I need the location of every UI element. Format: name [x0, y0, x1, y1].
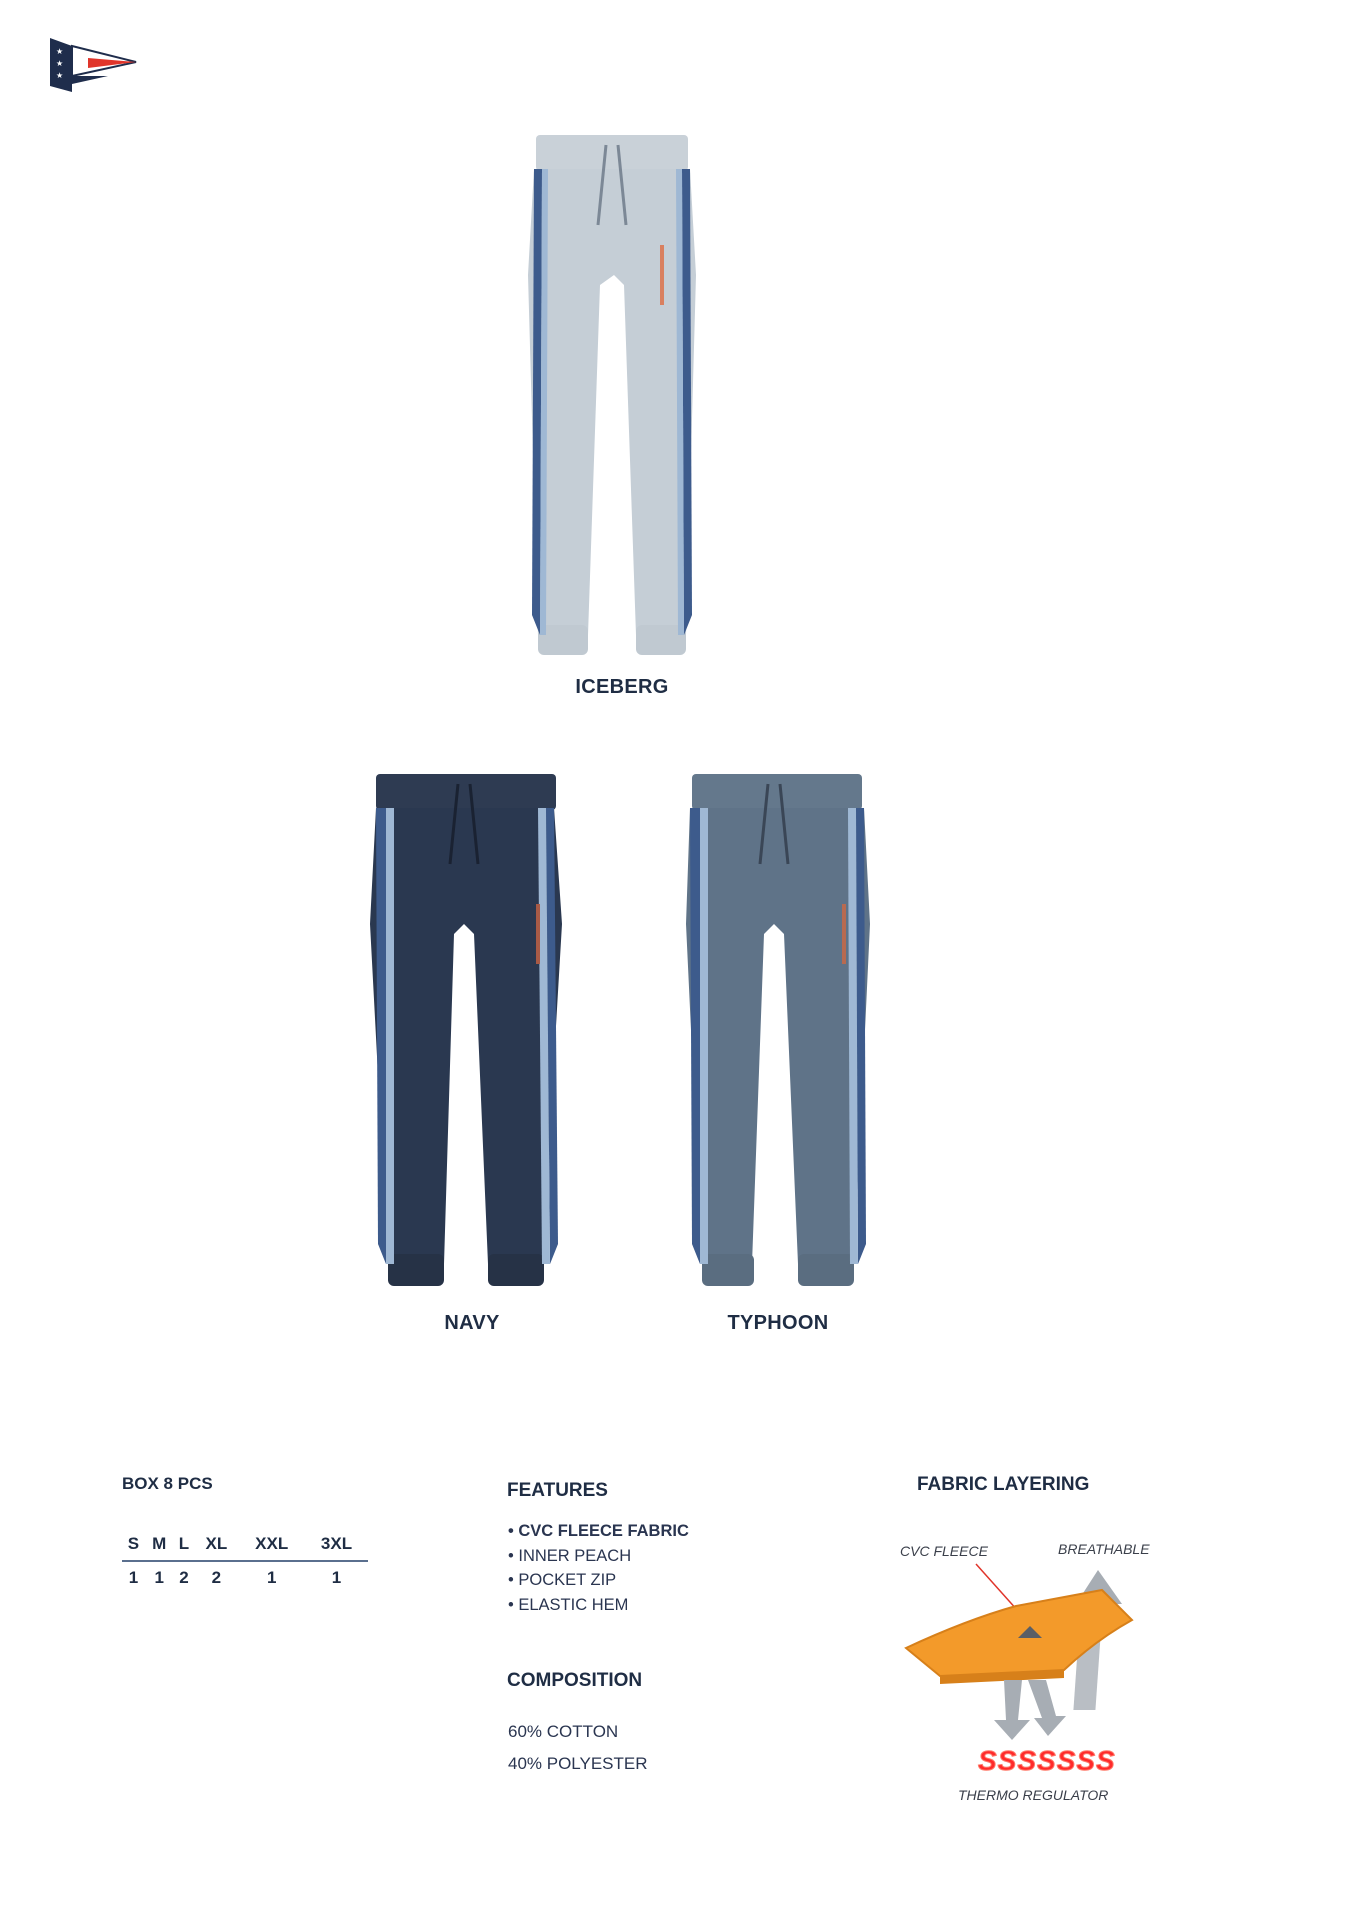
product-name-iceberg: ICEBERG: [575, 676, 669, 698]
features-title: FEATURES: [507, 1480, 608, 1501]
size-label: L: [178, 1534, 190, 1553]
pennant-flag-logo-icon: [48, 36, 138, 92]
feature-item: • INNER PEACH: [508, 1546, 632, 1565]
thermo-regulator-label: THERMO REGULATOR: [958, 1787, 1109, 1800]
composition-title: COMPOSITION: [507, 1670, 643, 1691]
size-label: XXL: [255, 1534, 289, 1553]
size-quantity: 1: [154, 1568, 164, 1587]
size-label: M: [152, 1534, 167, 1553]
size-quantity: 2: [179, 1568, 189, 1587]
svg-text:★: ★: [56, 47, 64, 56]
composition-item: 60% COTTON: [508, 1722, 619, 1741]
breathable-label: BREATHABLE: [1058, 1541, 1150, 1557]
box-title: BOX 8 PCS: [122, 1474, 213, 1493]
features-list: [508, 1522, 689, 1620]
size-quantity: 2: [211, 1568, 222, 1587]
fabric-layering-diagram: [896, 1530, 1166, 1800]
airflow-arrows-icon: [994, 1680, 1066, 1740]
size-label: S: [127, 1534, 140, 1553]
size-label: 3XL: [320, 1534, 353, 1553]
fabric-layering-title: FABRIC LAYERING: [917, 1474, 1090, 1495]
product-image-typhoon: [686, 774, 870, 1288]
product-name-navy: NAVY: [444, 1312, 500, 1334]
size-ratio-table: [122, 1528, 368, 1594]
size-quantity: 1: [331, 1568, 342, 1587]
svg-text:★: ★: [56, 71, 64, 80]
size-quantity: 1: [128, 1568, 139, 1587]
product-image-navy: [370, 774, 566, 1288]
thermo-heat-label: SSSSSSS: [978, 1745, 1116, 1776]
composition-item: 40% POLYESTER: [508, 1754, 648, 1773]
size-label: XL: [205, 1534, 228, 1553]
svg-text:★: ★: [56, 59, 64, 68]
product-image-iceberg: [528, 135, 696, 655]
size-header-row: [122, 1528, 368, 1561]
feature-item: • POCKET ZIP: [508, 1571, 617, 1589]
feature-item: • CVC FLEECE FABRIC: [508, 1522, 689, 1540]
quantity-row: [122, 1561, 368, 1594]
size-quantity: 1: [266, 1568, 277, 1587]
feature-item: • ELASTIC HEM: [508, 1595, 629, 1614]
product-name-typhoon: TYPHOON: [727, 1312, 829, 1334]
cvc-fleece-label: CVC FLEECE: [900, 1543, 988, 1559]
